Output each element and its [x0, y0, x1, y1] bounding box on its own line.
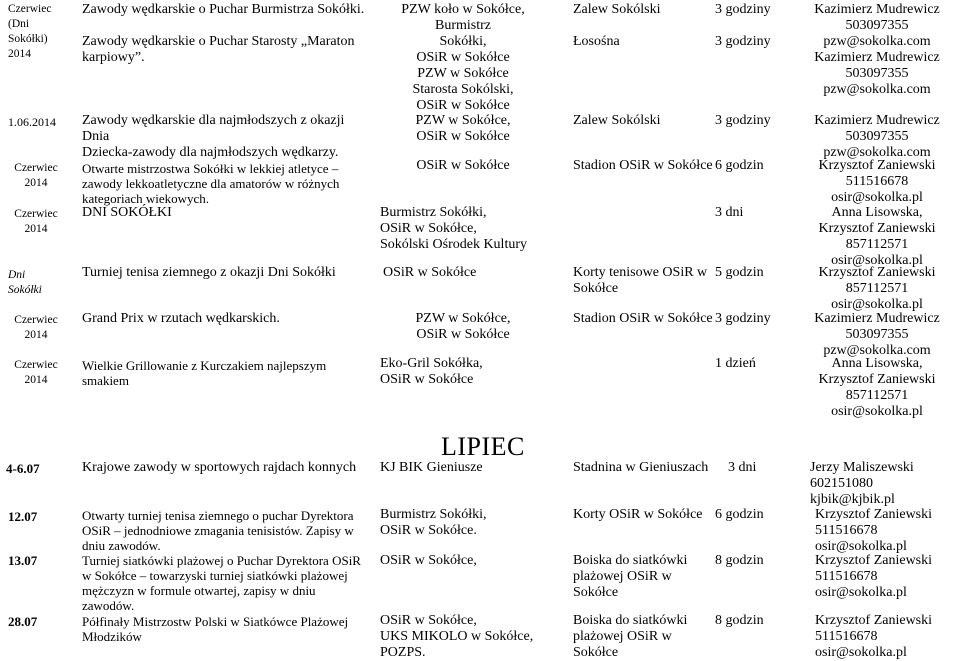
july-date: 12.07 [8, 509, 38, 524]
row-place: Zalew Sokólski [573, 113, 661, 128]
row-place: Zalew Sokólski Łosośna [573, 2, 661, 49]
row-date: Czerwiec 2014 [14, 162, 58, 189]
row-date: Dni Sokółki [8, 269, 42, 296]
row-contact: Kazimierz Mudrewicz 503097355 pzw@sokolka.com Kazimierz Mudrewicz 503097355 pzw@sokolka.com [814, 2, 940, 97]
july-place: Stadnina w Gieniuszach [573, 460, 709, 475]
row-duration: 1 dzień [715, 356, 756, 371]
row-organizer: OSiR w Sokółce [383, 265, 477, 280]
july-duration: 8 godzin [715, 553, 764, 568]
row-contact: Krzysztof Zaniewski 857112571 osir@sokolka.pl [818, 265, 936, 312]
row-organizer: PZW w Sokółce, OSiR w Sokółce [415, 311, 511, 342]
row-duration: 5 godzin [715, 265, 764, 280]
row-contact: Anna Lisowska, Krzysztof Zaniewski 857112571 osir@sokolka.pl [818, 205, 936, 268]
july-organizer: KJ BIK Gieniusze [380, 460, 483, 475]
row-duration: 3 dni [715, 205, 744, 220]
row-duration: 3 godziny 3 godziny [715, 2, 771, 49]
row-event-name: Turniej tenisa ziemnego z okazji Dni Sokółki [82, 265, 336, 280]
july-place: Korty OSiR w Sokółce [573, 507, 703, 522]
section-title: LIPIEC [441, 432, 525, 461]
row-duration: 6 godzin [715, 158, 764, 173]
row-organizer: PZW w Sokółce, OSiR w Sokółce [415, 113, 511, 144]
row-date: Czerwiec (Dni Sokółki) 2014 [8, 3, 52, 60]
july-contact: Krzysztof Zaniewski 511516678 osir@sokolka.pl [815, 553, 933, 600]
july-date: 13.07 [8, 553, 38, 568]
row-contact: Krzysztof Zaniewski 511516678 osir@sokolka.pl [818, 158, 936, 205]
july-date: 4-6.07 [6, 461, 40, 476]
july-event-name: Krajowe zawody w sportowych rajdach konnych [82, 460, 357, 475]
july-duration: 8 godzin [715, 613, 764, 628]
july-event-name: Otwarty turniej tenisa ziemnego o puchar Dyrektora OSiR – jednodniowe zmagania tenisistów. Zapisy w dniu zawodów. [82, 508, 354, 553]
july-duration: 6 godzin [715, 507, 764, 522]
row-event-name: DNI SOKÓŁKI [82, 205, 172, 220]
july-contact: Krzysztof Zaniewski 511516678 osir@sokolka.pl [815, 507, 933, 554]
row-contact: Anna Lisowska, Krzysztof Zaniewski 857112571 osir@sokolka.pl [818, 356, 936, 419]
row-event-name: Grand Prix w rzutach wędkarskich. [82, 311, 280, 326]
july-event-name: Turniej siatkówki plażowej o Puchar Dyrektora OSiR w Sokółce – towarzyski turniej siatkówki plażowej mężczyzn w formule otwartej, zapisy w dniu zawodów. [82, 553, 361, 613]
row-place: Stadion OSiR w Sokółce [573, 311, 713, 326]
july-organizer: OSiR w Sokółce, UKS MIKOLO w Sokółce, POZPS. [380, 613, 534, 660]
row-place: Korty tenisowe OSiR w Sokółce [573, 265, 708, 296]
row-event-name: Otwarte mistrzostwa Sokółki w lekkiej atletyce – zawody lekkoatletyczne dla amatorów w różnych kategoriach wiekowych. [82, 161, 340, 206]
july-event-name: Półfinały Mistrzostw Polski w Siatkówce Plażowej Młodzików [82, 614, 349, 644]
row-organizer: Eko-Gril Sokółka, OSiR w Sokółce [380, 356, 483, 387]
july-place: Boiska do siatkówki plażowej OSiR w Sokółce [573, 553, 688, 600]
row-date: Czerwiec 2014 [14, 359, 58, 386]
row-duration: 3 godziny [715, 113, 771, 128]
july-date: 28.07 [8, 614, 38, 629]
row-event-name: Zawody wędkarskie o Puchar Burmistrza Sokółki. Zawody wędkarskie o Puchar Starosty „Maraton karpiowy”. [82, 2, 365, 65]
july-organizer: OSiR w Sokółce, [380, 553, 477, 568]
row-organizer: PZW koło w Sokółce, Burmistrz Sokółki, OSiR w Sokółce PZW w Sokółce Starosta Sokólski, OSiR w Sokółce [401, 2, 525, 113]
row-place: Stadion OSiR w Sokółce [573, 158, 713, 173]
row-event-name: Zawody wędkarskie dla najmłodszych z okazji Dnia Dziecka-zawody dla najmłodszych wędkarzy. [82, 113, 345, 160]
row-organizer: OSiR w Sokółce [416, 158, 510, 173]
row-contact: Kazimierz Mudrewicz 503097355 pzw@sokolka.com [814, 311, 940, 358]
row-duration: 3 godziny [715, 311, 771, 326]
july-contact: Krzysztof Zaniewski 511516678 osir@sokolka.pl [815, 613, 933, 660]
row-organizer: Burmistrz Sokółki, OSiR w Sokółce, Sokólski Ośrodek Kultury [380, 205, 527, 252]
row-event-name: Wielkie Grillowanie z Kurczakiem najlepszym smakiem [82, 358, 327, 388]
july-organizer: Burmistrz Sokółki, OSiR w Sokółce. [380, 507, 487, 538]
row-contact: Kazimierz Mudrewicz 503097355 pzw@sokolka.com [814, 113, 940, 160]
row-date: 1.06.2014 [8, 115, 56, 129]
july-place: Boiska do siatkówki plażowej OSiR w Sokółce [573, 613, 688, 660]
row-date: Czerwiec 2014 [14, 314, 58, 341]
july-contact: Jerzy Maliszewski 602151080 kjbik@kjbik.pl [810, 460, 914, 507]
row-date: Czerwiec 2014 [14, 208, 58, 235]
july-duration: 3 dni [728, 460, 757, 475]
